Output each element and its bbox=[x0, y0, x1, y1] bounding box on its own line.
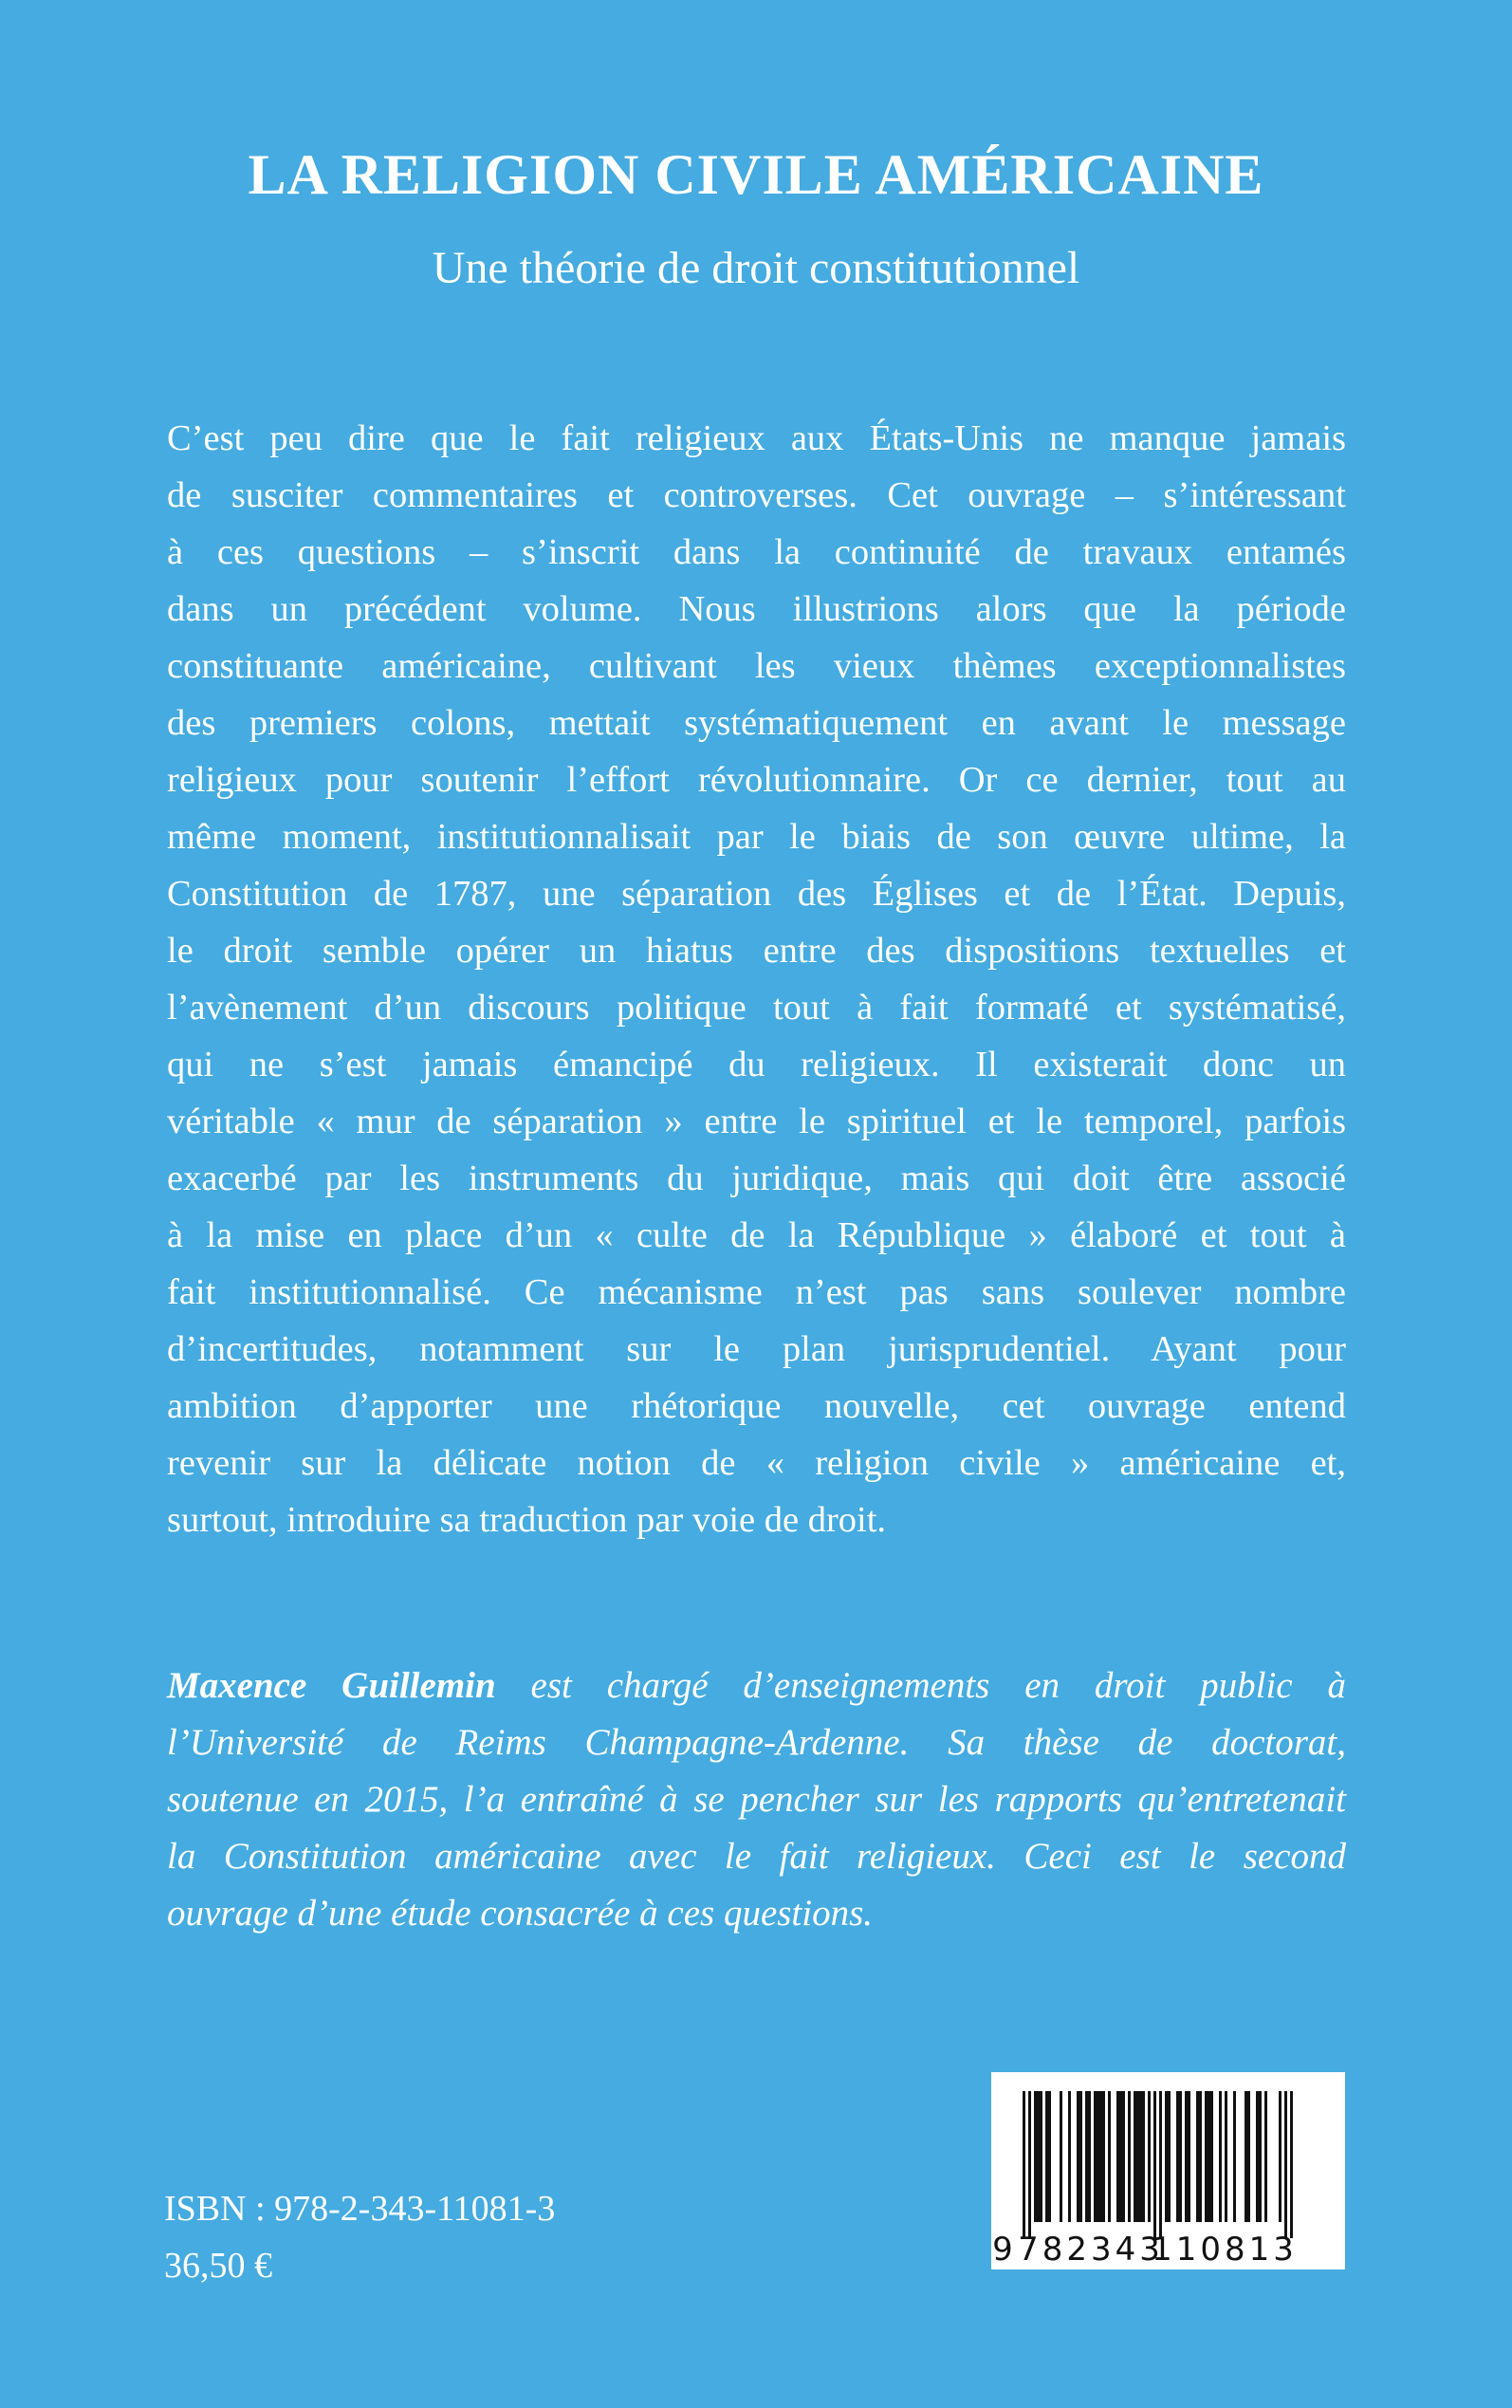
barcode-bar bbox=[1196, 2091, 1199, 2222]
barcode-bar bbox=[1233, 2091, 1236, 2222]
barcode-bar bbox=[1128, 2091, 1131, 2222]
bio-line: la Constitution américaine avec le fait religieux. Ceci est le second bbox=[167, 1836, 1346, 1877]
summary-line: d’incertitudes, notamment sur le plan jurisprudentiel. Ayant pour bbox=[167, 1329, 1346, 1369]
barcode-bar bbox=[1060, 2091, 1062, 2222]
barcode-bar bbox=[1136, 2091, 1139, 2222]
barcode-bar bbox=[1159, 2091, 1162, 2238]
barcode-bar bbox=[1210, 2091, 1213, 2222]
barcode-bar bbox=[1148, 2091, 1151, 2222]
summary-line: même moment, institutionnalisait par le biais de son œuvre ultime, la bbox=[167, 817, 1346, 857]
barcode-bar bbox=[1094, 2091, 1097, 2222]
summary-line: revenir sur la délicate notion de « religion civile » américaine et, bbox=[167, 1443, 1346, 1483]
barcode-bar bbox=[1179, 2091, 1182, 2222]
barcode-bar bbox=[1085, 2091, 1088, 2222]
isbn: ISBN : 978-2-343-11081-3 bbox=[164, 2189, 556, 2229]
author-bio bbox=[167, 1658, 1346, 1942]
author-name: Maxence Guillemin bbox=[167, 1665, 496, 1706]
summary-line: exacerbé par les instruments du juridique, mais qui doit être associé bbox=[167, 1158, 1346, 1198]
barcode-bar bbox=[1279, 2091, 1282, 2222]
book-title: LA RELIGION CIVILE AMÉRICAINE bbox=[248, 143, 1264, 206]
book-subtitle: Une théorie de droit constitutionnel bbox=[432, 243, 1080, 293]
barcode-bar bbox=[1037, 2091, 1040, 2222]
barcode-bar bbox=[1153, 2091, 1156, 2238]
price: 36,50 € bbox=[164, 2246, 272, 2286]
barcode-bar bbox=[1099, 2091, 1102, 2222]
barcode-bar bbox=[1108, 2091, 1111, 2222]
barcode-bar bbox=[1068, 2091, 1071, 2222]
bio-line: l’Université de Reims Champagne-Ardenne. Sa thèse de doctorat, bbox=[167, 1722, 1346, 1763]
barcode-bar bbox=[1165, 2091, 1168, 2222]
summary-line: dans un précédent volume. Nous illustrions alors que la période bbox=[167, 589, 1346, 629]
barcode-bar bbox=[1290, 2091, 1293, 2238]
ean-barcode bbox=[991, 2072, 1345, 2269]
barcode-bar bbox=[1176, 2091, 1179, 2222]
barcode-bar bbox=[1045, 2091, 1048, 2222]
barcode-bar bbox=[1185, 2091, 1188, 2222]
bio-line: soutenue en 2015, l’a entraîné à se pencher sur les rapports qu’entretenait bbox=[167, 1779, 1346, 1820]
barcode-bar bbox=[1205, 2091, 1208, 2222]
summary-line: Constitution de 1787, une séparation des Églises et de l’État. Depuis, bbox=[167, 874, 1346, 914]
barcode-bar bbox=[1034, 2091, 1037, 2222]
barcode-bar bbox=[1088, 2091, 1091, 2222]
summary-line: à la mise en place d’un « culte de la République » élaboré et tout à bbox=[167, 1215, 1346, 1255]
barcode-bar bbox=[1188, 2091, 1190, 2222]
barcode-bar bbox=[1077, 2091, 1079, 2222]
barcode-bar bbox=[1247, 2091, 1250, 2222]
summary-line: ambition d’apporter une rhétorique nouvelle, cet ouvrage entend bbox=[167, 1386, 1346, 1426]
barcode-bar bbox=[1245, 2091, 1247, 2222]
summary-line: le droit semble opérer un hiatus entre des dispositions textuelles et bbox=[167, 931, 1346, 971]
barcode-bar bbox=[1134, 2091, 1136, 2222]
summary-line: véritable « mur de séparation » entre le spirituel et le temporel, parfois bbox=[167, 1102, 1346, 1141]
barcode-bar bbox=[1168, 2091, 1171, 2222]
barcode-bar bbox=[1023, 2091, 1025, 2238]
barcode-bar bbox=[1122, 2091, 1125, 2222]
barcode-bar bbox=[1142, 2091, 1145, 2222]
barcode-bar bbox=[1040, 2091, 1042, 2222]
summary-line: de susciter commentaires et controverses. Cet ouvrage – s’intéressant bbox=[167, 475, 1346, 515]
barcode-digits: 782343 bbox=[1018, 2231, 1164, 2269]
bio-line: est chargé d’enseignements en droit public à bbox=[495, 1665, 1346, 1706]
barcode-bar bbox=[1225, 2091, 1227, 2222]
barcode-digits: 9 bbox=[992, 2231, 1017, 2269]
summary-line: des premiers colons, mettait systématiquement en avant le message bbox=[167, 703, 1346, 743]
summary-line: qui ne s’est jamais émancipé du religieux. Il existerait donc un bbox=[167, 1045, 1346, 1084]
summary-line: à ces questions – s’inscrit dans la continuité de travaux entamés bbox=[167, 532, 1346, 572]
summary-line: C’est peu dire que le fait religieux aux États-Unis ne manque jamais bbox=[167, 418, 1346, 458]
bio-line: ouvrage d’une étude consacrée à ces questions. bbox=[167, 1893, 874, 1934]
barcode-bar bbox=[1219, 2091, 1222, 2222]
barcode-bar bbox=[1199, 2091, 1202, 2222]
barcode-bar bbox=[1119, 2091, 1122, 2222]
barcode-bars bbox=[991, 2072, 1345, 2269]
barcode-bar bbox=[1264, 2091, 1267, 2222]
barcode-bar bbox=[1097, 2091, 1099, 2222]
barcode-bar bbox=[1028, 2091, 1031, 2238]
barcode-bar bbox=[1284, 2091, 1287, 2238]
barcode-bar bbox=[1208, 2091, 1210, 2222]
summary-line: fait institutionnalisé. Ce mécanisme n’est pas sans soulever nombre bbox=[167, 1272, 1346, 1312]
summary-line: constituante américaine, cultivant les vieux thèmes exceptionnalistes bbox=[167, 646, 1346, 686]
barcode-bar bbox=[1102, 2091, 1105, 2222]
barcode-bar bbox=[1259, 2091, 1262, 2222]
barcode-bar bbox=[1116, 2091, 1119, 2222]
barcode-bar bbox=[1256, 2091, 1259, 2222]
barcode-bar bbox=[1048, 2091, 1051, 2222]
isbn-price-block bbox=[164, 2180, 555, 2294]
summary-text bbox=[167, 410, 1346, 1548]
barcode-bar bbox=[1139, 2091, 1142, 2222]
summary-line: l’avènement d’un discours politique tout à fait formaté et systématisé, bbox=[167, 988, 1346, 1028]
barcode-digits: 110813 bbox=[1152, 2231, 1298, 2269]
summary-line: religieux pour soutenir l’effort révolutionnaire. Or ce dernier, tout au bbox=[167, 760, 1346, 800]
barcode-bar bbox=[1079, 2091, 1082, 2222]
summary-line: surtout, introduire sa traduction par voie de droit. bbox=[167, 1500, 887, 1540]
